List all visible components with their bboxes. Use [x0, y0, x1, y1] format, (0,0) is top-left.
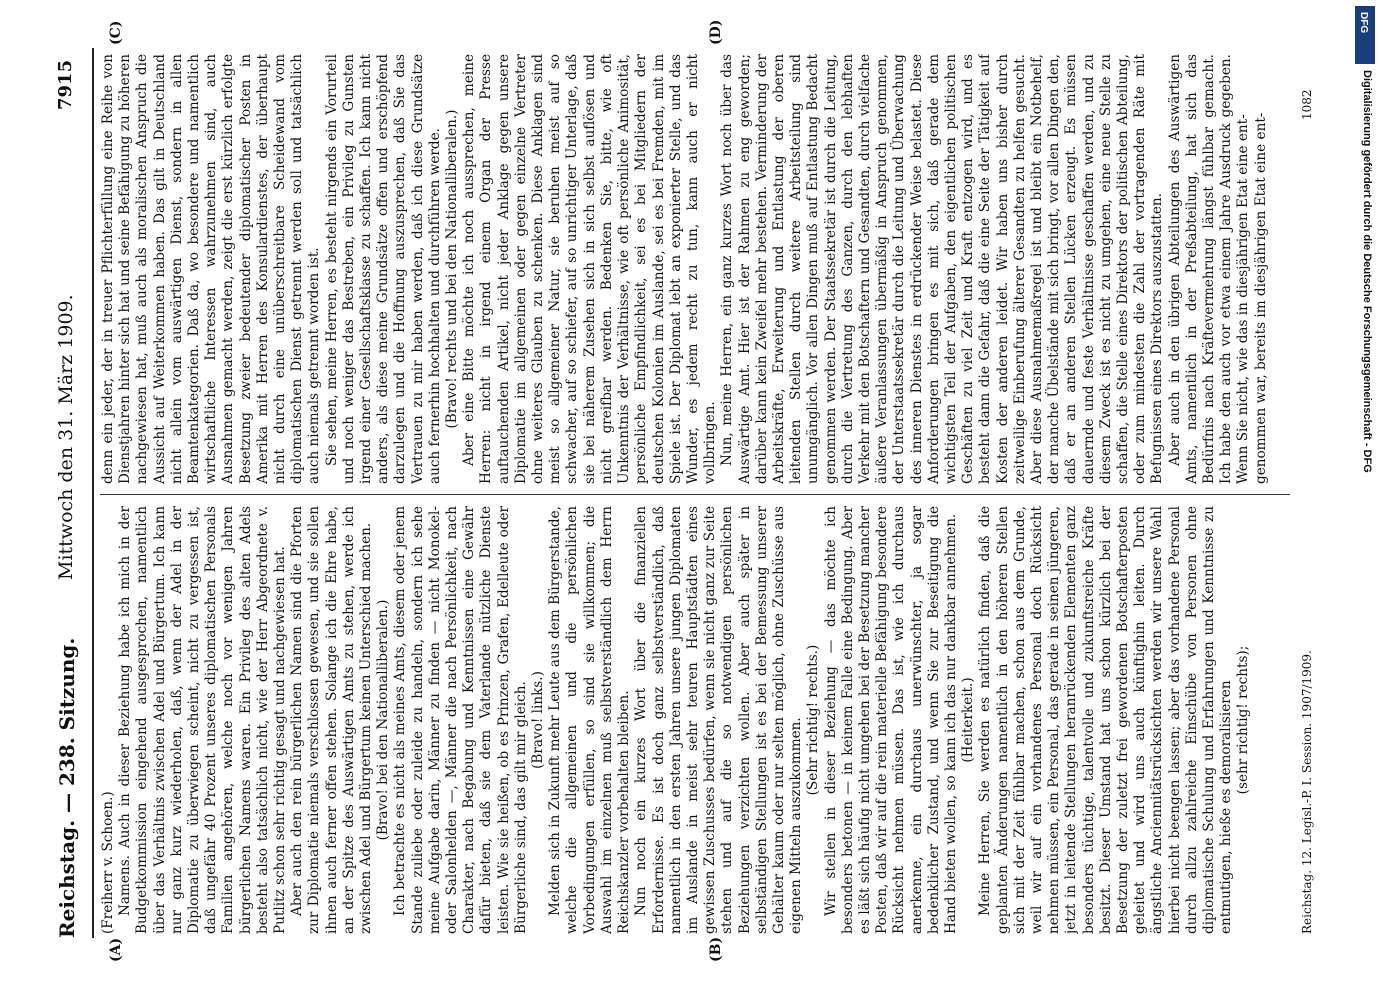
left-column-paragraph: (Sehr richtig! rechts.): [805, 644, 822, 796]
margin-mark-a: (A): [108, 937, 124, 962]
left-column-paragraph: (sehr richtig! rechts);: [1235, 645, 1252, 795]
right-column-paragraph: Aber auch in den übrigen Abteilungen des Auswärtigen Amts, namentlich in der Preßabteilung, hat sich das Bedürfnis nach Kräftevermehrung längst fühlbar gemacht. Ich habe den auch vor etwa einem Jahre Ausdruck gegeben. Wenn Sie nicht, wie das in diesjährigen Etat eine ent-: [1166, 54, 1252, 484]
left-column-paragraph: Wir stellen in dieser Beziehung — das möchte ich besonders betonen — in keinem Falle eine Bedingung. Aber es läßt sich häufig nicht umgehen bei der Besetzung mancher Posten, daß wir auf die rein materielle Befähigung besondere Rücksicht nehmen müssen. Das ist, wie ich durchaus anerkenne, ein durchaus unerwünschter, ja sogar bedenklicher Zustand, und wenn Sie zur Beseitigung die Hand bieten wollen, so kann ich das nur dankbar annehmen.: [822, 506, 959, 934]
right-column-paragraph: genommen war, bereits im diesjährigen Etat eine ent-: [1252, 112, 1269, 484]
digitization-credit: Digitalisierung gefördert durch die Deutsche Forschungsgemeinschaft - DFG: [1361, 70, 1373, 473]
footer-left: Reichstag. 12. Legisl.-P. I. Session. 1907/1909.: [1300, 650, 1314, 934]
left-column-paragraph: (Bravo! bei den Nationalliberalen.): [375, 599, 392, 841]
right-column-paragraph: Aber eine Bitte möchte ich noch aussprechen, meine Herren: nicht in irgend einem Organ der Presse auftauchenden Artikel, nicht jeder Anklage gegen unsere Diplomatie im allgemeinen oder gegen einzelne Vertreter ohne weiteres Glauben zu schenken. Diese Anklagen sind meist so allgemeiner Natur, sie beruhen meist auf so schwacher, auf so schiefer, auf so unrichtiger Unterlage, daß sie bei näherem Zusehen sich in sich selbst auflösen und nicht greifbar werden. Bedenken Sie, bitte, wie oft Unkenntnis der Verhältnisse, wie oft persönliche Animosität, persönliche Empfindlichkeit, sei es bei Mitgliedern der deutschen Kolonien im Auslande, sei es bei Fremden, mit im Spiele ist. Der Diplomat lebt an exponierter Stelle, und das Wunder, es jedem recht zu tun, kann auch er nicht vollbringen.: [461, 54, 719, 484]
right-column-paragraph: (Bravo! rechts und bei den Nationalliberalen.): [444, 109, 461, 429]
left-column-paragraph: (Heiterkeit.): [960, 677, 977, 763]
text-column-right: [100, 54, 1290, 484]
footer-sheet-number: 1082: [1300, 89, 1314, 120]
right-column-paragraph: Sie sehen, meine Herren, es besteht nirgends ein Vorurteil und noch weniger das Bestreben, ein Privileg zu Gunsten irgend einer Gesellschaftsklasse zu schaffen. Ich kann nicht anders, als diese meine Grundsätze offen und erschöpfend darzulegen und die Hoffnung auszusprechen, daß Sie das Vertrauen zu mir haben werden, daß ich diese Grundsätze auch fernerhin hochhalten und durchführen werde.: [323, 54, 443, 484]
page-number: 7915: [55, 59, 76, 110]
left-column-paragraph: Meine Herren, Sie werden es natürlich finden, daß die geplanten Änderungen namentlich in den höheren Stellen sich mit der Zeit fühlbar machen, schon aus dem Grunde, weil wir auf ein vorhandenes Personal doch Rücksicht nehmen müssen, ein Personal, das gerade in seinen jüngeren, jetzt in leitende Stellungen heranrückenden Elementen ganz besonders tüchtige, talentvolle und zukunftsreiche Kräfte besitzt. Dieser Umstand hat uns schon kürzlich bei der Besetzung der zuletzt frei gewordenen Botschafterposten geleitet und wird uns auch künftighin leiten. Durch ängstliche Anciennitätsrücksichten werden wir unsere Wahl hierbei nicht beengen lassen; aber das vorhandene Personal durch allzu zahlreiche Einschübe von Personen ohne diplomatische Schulung und Erfahrungen und Kenntnisse zu entmutigen, hieße es demoralisieren: [977, 506, 1235, 934]
left-column-paragraph: (Freiherr v. Schoen.): [100, 791, 116, 934]
margin-mark-c: (C): [108, 20, 124, 45]
header-date: Mittwoch den 31. März 1909.: [55, 294, 77, 580]
left-column-paragraph: (Bravo! links.): [530, 671, 547, 769]
left-column-paragraph: Aber auch den rein bürgerlichen Namen sind die Pforten zur Diplomatie niemals verschlossen gewesen, und sie sollen ihnen auch ferner offen stehen. Solange ich die Ehre habe, an der Spitze des Auswärtigen Amts zu stehen, werde ich zwischen Adel und Bürgertum keinen Unterschied machen.: [289, 506, 375, 934]
header-left: Reichstag. — 238. Sitzung.: [55, 637, 79, 938]
right-column-paragraph: denn ein jeder, der in treuer Pflichterfüllung eine Reihe von Dienstjahren hinter sich hat und seine Befähigung zu höheren nachgewiesen hat, muß auch als moralischen Anspruch die Aussicht auf Weiterkommen haben. Das gilt in Deutschland nicht allein vom auswärtigen Dienst, sondern in allen Beamtenkategorien. Daß da, wo besondere und namentlich wirtschaftliche Interessen wahrzunehmen sind, auch Ausnahmen gemacht werden, zeigt die erst kürzlich erfolgte Besetzung zweier bedeutender diplomatischer Posten in Amerika mit Herren des Konsulardienstes, der überhaupt nicht durch eine unüberschreitbare Scheidewand vom diplomatischen Dienst getrennt werden soll und tatsächlich auch niemals getrennt worden ist.: [100, 54, 323, 484]
right-column-paragraph: Nun, meine Herren, ein ganz kurzes Wort noch über das Auswärtige Amt. Hier ist der Rahmen zu eng geworden; darüber kann kein Zweifel mehr bestehen. Verminderung der Arbeitskräfte, Erweiterung und Entlastung der oberen leitenden Stellen durch weitere Arbeitsteilung sind unumgänglich. Vor allen Dingen muß auf Entlastung Bedacht genommen werden. Der Staatssekretär ist durch die Leitung, durch die Vertretung des Ganzen, durch den lebhaften Verkehr mit den Botschaftern und Gesandten, durch vielfache äußere Veranlassungen übermäßig in Anspruch genommen, der Unterstaatssekretär durch die Leitung und Überwachung des inneren Dienstes in erdrückender Weise belastet. Diese Anforderungen bringen es mit sich, daß gerade dem wichtigsten Teil der Aufgaben, den eigentlichen politischen Geschäften zu viel Zeit und Kraft entzogen wird, und es besteht dann die Gefahr, daß die eine Seite der Tätigkeit auf Kosten der anderen leidet. Wir haben uns bisher durch zeitweilige Einberufung älterer Gesandten zu helfen gesucht. Aber diese Ausnahmemaßregel ist und bleibt ein Notbehelf, der manche Übelstände mit sich bringt, vor allen Dingen den, daß er an anderen Stellen Lücken erzeugt. Es müssen dauernde und feste Verhältnisse geschaffen werden, und zu diesem Zweck ist es nicht zu umgehen, eine neue Stelle zu schaffen, die Stelle eines Direktors der politischen Abteilung, oder zum mindesten die Zahl der vortragenden Räte mit Befugnissen eines Direktors auszustatten.: [719, 54, 1166, 484]
left-column-paragraph: Namens. Auch in dieser Beziehung habe ich mich in der Budgetkommission eingehend ausgesprochen, namentlich über das Verhältnis zwischen Adel und Bürgertum. Ich kann nur ganz kurz wiederholen, daß, wenn der Adel in der Diplomatie zu überwiegen scheint, nicht zu vergessen ist, daß ungefähr 40 Prozent unseres diplomatischen Personals Familien angehören, welche noch vor wenigen Jahren bürgerlichen Namens waren. Ein Privileg des alten Adels besteht also tatsächlich nicht, wie der Herr Abgeordnete v. Putlitz schon sehr richtig gesagt und nachgewiesen hat.: [117, 506, 289, 934]
left-column-paragraph: Melden sich in Zukunft mehr Leute aus dem Bürgerstande, welche die allgemeinen und die persönlichen Vorbedingungen erfüllen, so sind sie willkommen; die Auswahl im einzelnen muß selbstverständlich dem Herrn Reichskanzler vorbehalten bleiben.: [547, 506, 633, 934]
dfg-logo: DFG: [1355, 6, 1375, 64]
margin-mark-d: (D): [708, 19, 724, 45]
left-column-paragraph: Ich betrachte es nicht als meines Amts, diesem oder jenem Stande zuliebe oder zuleide zu handeln, sondern ich sehe meine Aufgabe darin, Männer zu finden — nicht Monokel- oder Salonhelden —, Männer die nach Persönlichkeit, nach Charakter, nach Begabung und Kenntnissen eine Gewähr dafür bieten, daß sie dem Vaterlande nützliche Dienste leisten. Wie sie heißen, ob es Prinzen, Grafen, Edelleute oder Bürgerliche sind, das gilt mir gleich.: [392, 506, 529, 934]
text-column-left: [100, 506, 1290, 934]
left-column-paragraph: Nun noch ein kurzes Wort über die finanziellen Erfordernisse. Es ist doch ganz selbstverständlich, daß namentlich in den ersten Jahren unsere jungen Diplomaten im Auslande in meist sehr teuren Hauptstädten eines gewissen Zuschusses bedürfen, wenn sie nicht ganz zur Seite stehen und auf die so notwendigen persönlichen Beziehungen verzichten wollen. Aber auch später in selbständigen Stellungen ist es bei der Bemessung unserer Gehälter kaum oder nur selten möglich, ohne Zuschüsse aus eigenen Mitteln auszukommen.: [633, 506, 805, 934]
header-rule: [92, 48, 94, 938]
margin-mark-b: (B): [708, 936, 724, 962]
column-divider: [100, 494, 1290, 495]
